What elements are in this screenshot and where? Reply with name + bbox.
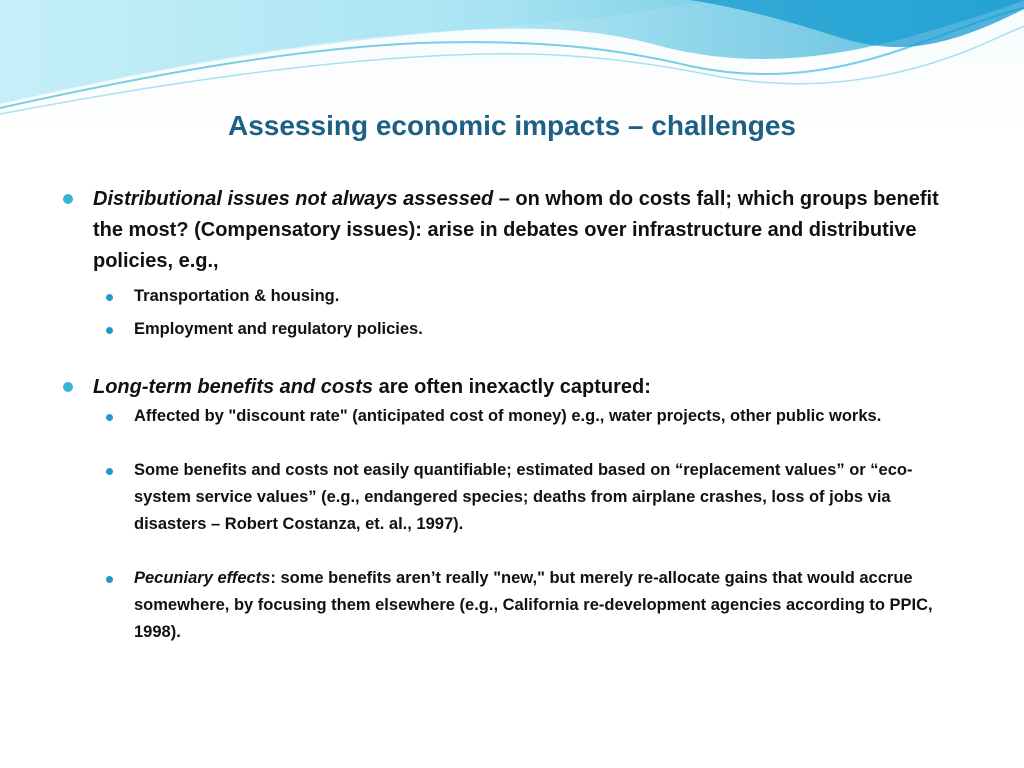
slide-content [60,184,960,646]
sub-bullet-text: Employment and regulatory policies. [134,320,423,338]
bullet-text: – on whom do costs fall; which groups benefit the most? (Compensatory issues): arise in debates over infrastructure and distributive policies, e.g., [93,188,939,272]
sub-bullet-dot-icon [106,414,113,421]
sub-bullet-text: Some benefits and costs not easily quantifiable; estimated based on “replacement values” or “eco-system service values” (e.g., endangered species; deaths from airplane crashes, loss of jobs via disasters – Robert Costanza, et. al., 1997). [134,461,913,533]
sub-bullet-quantifiable-benefits [134,457,960,538]
bullet-dot-icon [63,382,73,392]
bullet-italic-heading: Distributional issues not always assessed [93,188,494,210]
sub-bullet-dot-icon [106,468,113,475]
sub-bullet-text: Affected by "discount rate" (anticipated cost of money) e.g., water projects, other public works. [134,407,882,425]
sub-bullet-italic-heading: Pecuniary effects [134,569,271,587]
sub-bullet-dot-icon [106,327,113,334]
bullet-distributional-issues [60,184,960,277]
sub-bullet-discount-rate [134,403,960,430]
sub-bullet-text: : some benefits aren’t really "new," but merely re-allocate gains that would accrue somewhere, by focusing them elsewhere (e.g., California re-development agencies according to PPIC, 1998). [134,569,933,641]
sub-bullet-dot-icon [106,576,113,583]
sub-bullet-pecuniary-effects [134,565,960,646]
sub-bullet-employment-regulatory [134,316,960,343]
bullet-long-term-benefits [60,372,960,403]
sub-bullet-dot-icon [106,294,113,301]
sub-bullet-transportation-housing [134,283,960,310]
sub-bullet-text: Transportation & housing. [134,287,340,305]
slide-title: Assessing economic impacts – challenges [227,110,796,141]
bullet-text: are often inexactly captured: [373,376,651,398]
bullet-dot-icon [63,194,73,204]
bullet-italic-heading: Long-term benefits and costs [93,376,374,398]
